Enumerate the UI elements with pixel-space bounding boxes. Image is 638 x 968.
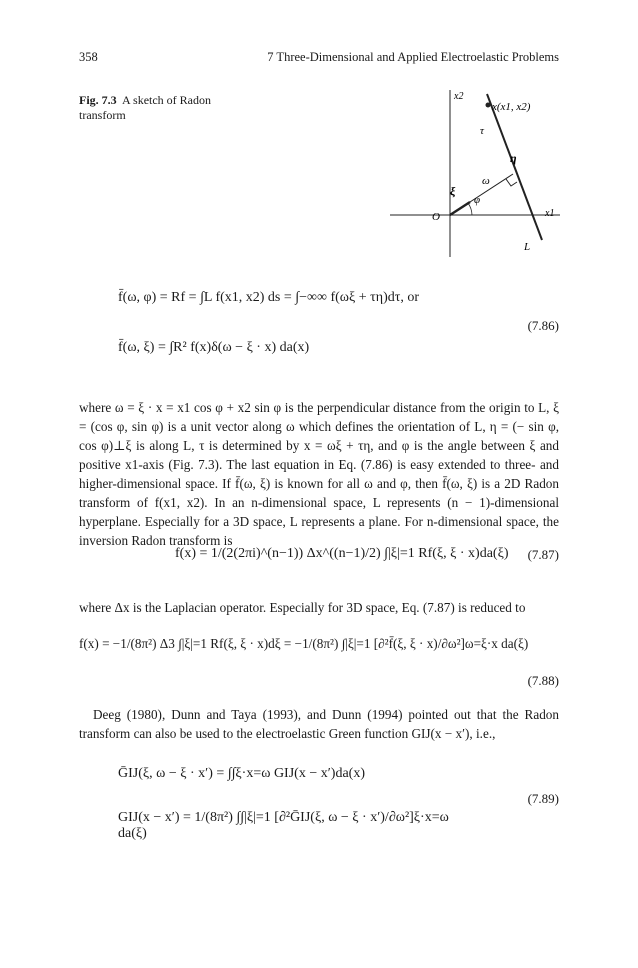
eq-7-89-number: (7.89) bbox=[527, 791, 559, 806]
eq-7-86-line2: f̄(ω, ξ) = ∫R² f(x)δ(ω − ξ · x) da(x) bbox=[118, 340, 310, 355]
right-angle-marker bbox=[506, 179, 517, 186]
x2-label: x2 bbox=[454, 91, 464, 102]
origin-label: O bbox=[432, 211, 440, 223]
figure-caption-text: A sketch of Radon transform bbox=[79, 93, 212, 122]
phi-label: φ bbox=[474, 194, 481, 206]
xi-label: ξ bbox=[450, 184, 456, 198]
eq-7-88: f(x) = −1/(8π²) Δ3 ∫|ξ|=1 Rf(ξ, ξ · x)dξ = −1/(8π²) ∫|ξ|=1 [∂²f̄(ξ, ξ · x)/∂ω²]ω=ξ·x da(ξ) bbox=[79, 636, 529, 651]
eq-7-88-number: (7.88) bbox=[527, 673, 559, 688]
point-x-marker bbox=[486, 103, 491, 108]
paragraph-3: Deeg (1980), Dunn and Taya (1993), and Dunn (1994) pointed out that the Radon transform can also be used to the electroelastic Green function GIJ(x − x′), i.e., bbox=[79, 707, 559, 741]
eq-7-86-number: (7.86) bbox=[527, 318, 559, 333]
paragraph-1: where ω = ξ · x = x1 cos φ + x2 sin φ is the perpendicular distance from the origin to L, ξ = (cos φ, sin φ) is a unit vector along ω which defines the orientation of L, η = (− sin φ, cos φ)⊥ξ is along L, τ is determined by x = ωξ + τη, and φ is the angle between ξ and positive x1-axis (Fig. 7.3). The last equation in Eq. (7.86) is easy extended to three- and higher-dimensional space. If f̄(ω, ξ) is known for all ω and φ, then f̄(ω, ξ) is a 2D Radon transform of f(x1, x2). In an n-dimensional space, L represents (n − 1)-dimensional hyperplane. Especially for a 3D space, L represents a plane. For n-dimensional space, the inversion Radon transform is bbox=[79, 400, 559, 548]
eq-7-86-line1: f̄(ω, φ) = Rf = ∫L f(x1, x2) ds = ∫−∞∞ f(ωξ + τη)dτ, or bbox=[118, 290, 420, 305]
figure-caption bbox=[79, 93, 239, 123]
paragraph-2: where Δx is the Laplacian operator. Especially for 3D space, Eq. (7.87) is reduced to bbox=[79, 600, 526, 615]
page-number: 358 bbox=[79, 50, 98, 64]
tau-label: τ bbox=[480, 125, 484, 137]
point-label: x(x1, x2) bbox=[492, 101, 531, 113]
line-L bbox=[487, 94, 542, 240]
eq-7-87: f(x) = 1/(2(2πi)^(n−1)) Δx^((n−1)/2) ∫|ξ|=1 Rf(ξ, ξ · x)da(ξ) bbox=[175, 546, 509, 561]
running-title: 7 Three-Dimensional and Applied Electroelastic Problems bbox=[267, 50, 559, 64]
omega-label: ω bbox=[482, 175, 490, 187]
eta-label: η bbox=[510, 151, 517, 165]
eq-7-87-number: (7.87) bbox=[527, 547, 559, 562]
phi-arc bbox=[468, 203, 472, 215]
eq-7-89-line1: ḠIJ(ξ, ω − ξ · x′) = ∫∫ξ·x=ω GIJ(x − x′)da(x) bbox=[118, 766, 365, 781]
line-L-label: L bbox=[524, 241, 531, 253]
eq-7-89-line2: GIJ(x − x′) = 1/(8π²) ∫∫|ξ|=1 [∂²ḠIJ(ξ, ω − ξ · x′)/∂ω²]ξ·x=ω da(ξ) bbox=[118, 810, 449, 841]
xi-vector bbox=[450, 202, 470, 215]
figure-label: Fig. 7.3 bbox=[79, 93, 117, 107]
radon-sketch bbox=[390, 82, 570, 262]
x1-label: x1 bbox=[545, 208, 555, 219]
